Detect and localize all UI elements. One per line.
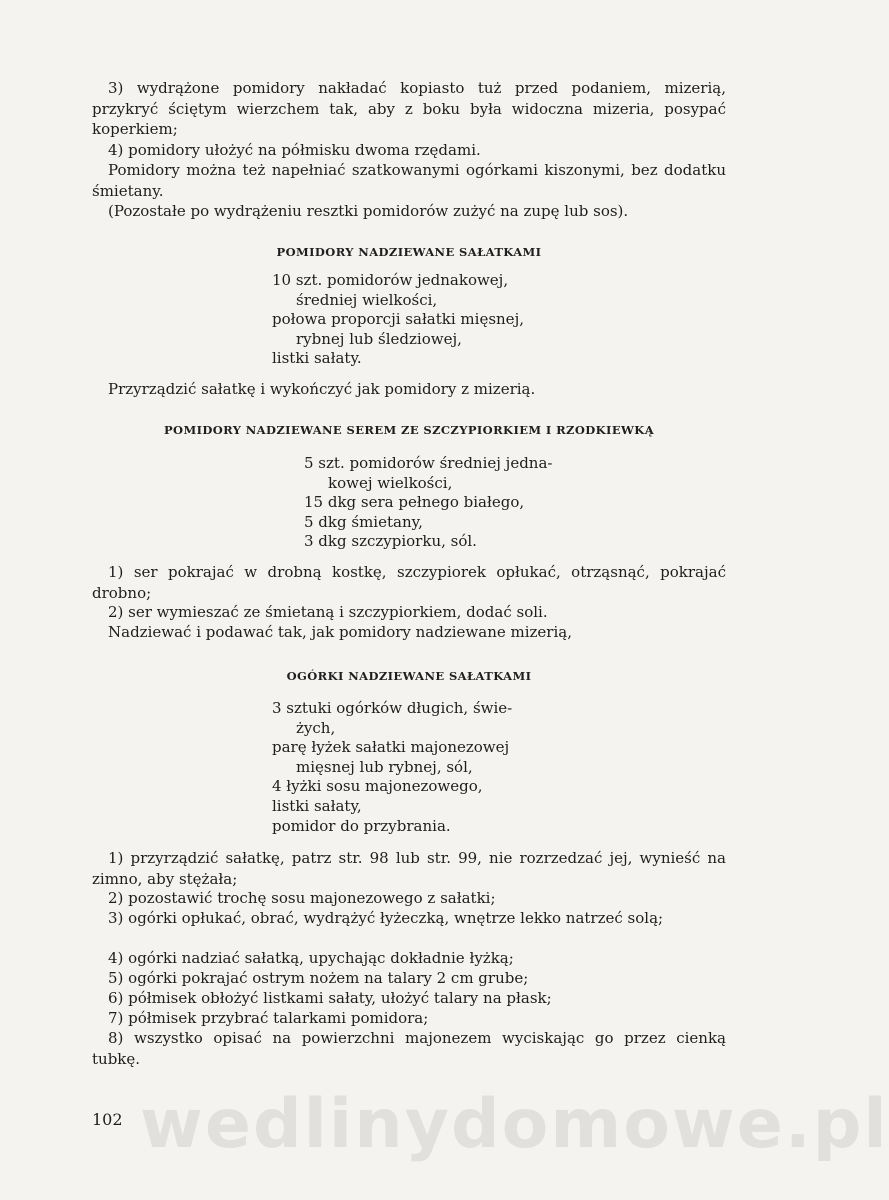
- ingredient-line: 4 łyżki sosu majonezowego,: [272, 777, 483, 796]
- recipe-3-step-1: 1) przyrządzić sałatkę, patrz str. 98 lub str. 99, nie rozrzedzać jej, wynieść na zimno, aby stężała;: [92, 849, 726, 888]
- intro-paragraph-4: (Pozostałe po wydrążeniu resztki pomidorów zużyć na zupę lub sos).: [108, 202, 629, 220]
- ingredient-line: 5 dkg śmietany,: [304, 512, 423, 531]
- intro-paragraph-3: Pomidory można też napełniać szatkowanymi ogórkami kiszonymi, bez dodatku śmietany.: [92, 161, 726, 200]
- ingredient-line: 10 szt. pomidorów jednakowej,: [272, 271, 509, 289]
- recipe-1-instructions: Przyrządzić sałatkę i wykończyć jak pomidory z mizerią.: [108, 380, 536, 398]
- ingredient-line: 3 dkg szczypiorku, sól.: [304, 532, 477, 551]
- recipe-3-step-7: 7) półmisek przybrać talarkami pomidora;: [108, 1009, 429, 1027]
- recipe-3-step-5: 5) ogórki pokrajać ostrym nożem na talary 2 cm grube;: [108, 969, 529, 987]
- recipe-2-step-2: 2) ser wymieszać ze śmietaną i szczypiorkiem, dodać soli.: [108, 603, 548, 621]
- recipe-3-step-3: 3) ogórki opłukać, obrać, wydrążyć łyżeczką, wnętrze lekko natrzeć solą;: [108, 909, 664, 927]
- ingredient-line: mięsnej lub rybnej, sól,: [296, 757, 473, 776]
- ingredient-line: rybnej lub śledziowej,: [296, 329, 462, 348]
- intro-paragraph-1: 3) wydrążone pomidory nakładać kopiasto tuż przed podaniem, mizerią, przykryć ściętym wierzchem tak, aby z boku była widoczna mizeria, posypać koperkiem;: [92, 79, 726, 138]
- ingredient-line: połowa proporcji sałatki mięsnej,: [272, 310, 524, 329]
- recipe-3-ingredients: [272, 699, 512, 836]
- ingredient-line: 15 dkg sera pełnego białego,: [304, 493, 525, 512]
- page-number: 102: [92, 1110, 123, 1129]
- recipe-3-step-4: 4) ogórki nadziać sałatką, upychając dokładnie łyżką;: [108, 949, 514, 967]
- recipe-1-title: POMIDORY NADZIEWANE SAŁATKAMI: [276, 245, 542, 259]
- ingredient-line: parę łyżek sałatki majonezowej: [272, 738, 510, 757]
- ingredient-line: żych,: [296, 718, 336, 737]
- recipe-3-step-8: 8) wszystko opisać na powierzchni majonezem wyciskając go przez cienką tubkę.: [92, 1029, 726, 1068]
- watermark: wedlinydomowe.pl: [140, 1085, 889, 1164]
- recipe-2-step-3: Nadziewać i podawać tak, jak pomidory nadziewane mizerią,: [108, 623, 572, 641]
- recipe-2-title: POMIDORY NADZIEWANE SEREM ZE SZCZYPIORKIEM I RZODKIEWKĄ: [163, 423, 655, 437]
- recipe-3-title: OGÓRKI NADZIEWANE SAŁATKAMI: [286, 669, 532, 683]
- recipe-3-step-6: 6) półmisek obłożyć listkami sałaty, ułożyć talary na płask;: [108, 989, 552, 1007]
- ingredient-line: 5 szt. pomidorów średniej jedna-: [304, 454, 553, 472]
- ingredient-line: kowej wielkości,: [328, 473, 453, 492]
- recipe-2-step-1: 1) ser pokrajać w drobną kostkę, szczypiorek opłukać, otrząsnąć, pokrajać drobno;: [92, 563, 726, 602]
- ingredient-line: średniej wielkości,: [296, 290, 438, 309]
- ingredient-line: listki sałaty.: [272, 349, 362, 368]
- ingredient-line: 3 sztuki ogórków długich, świe-: [272, 699, 513, 717]
- recipe-2-ingredients: [304, 454, 552, 552]
- ingredient-line: listki sałaty,: [272, 796, 362, 815]
- recipe-1-ingredients: [272, 271, 524, 369]
- ingredient-line: pomidor do przybrania.: [272, 816, 451, 835]
- recipe-3-step-2: 2) pozostawić trochę sosu majonezowego z sałatki;: [108, 889, 496, 907]
- intro-paragraph-2: 4) pomidory ułożyć na półmisku dwoma rzędami.: [108, 141, 481, 159]
